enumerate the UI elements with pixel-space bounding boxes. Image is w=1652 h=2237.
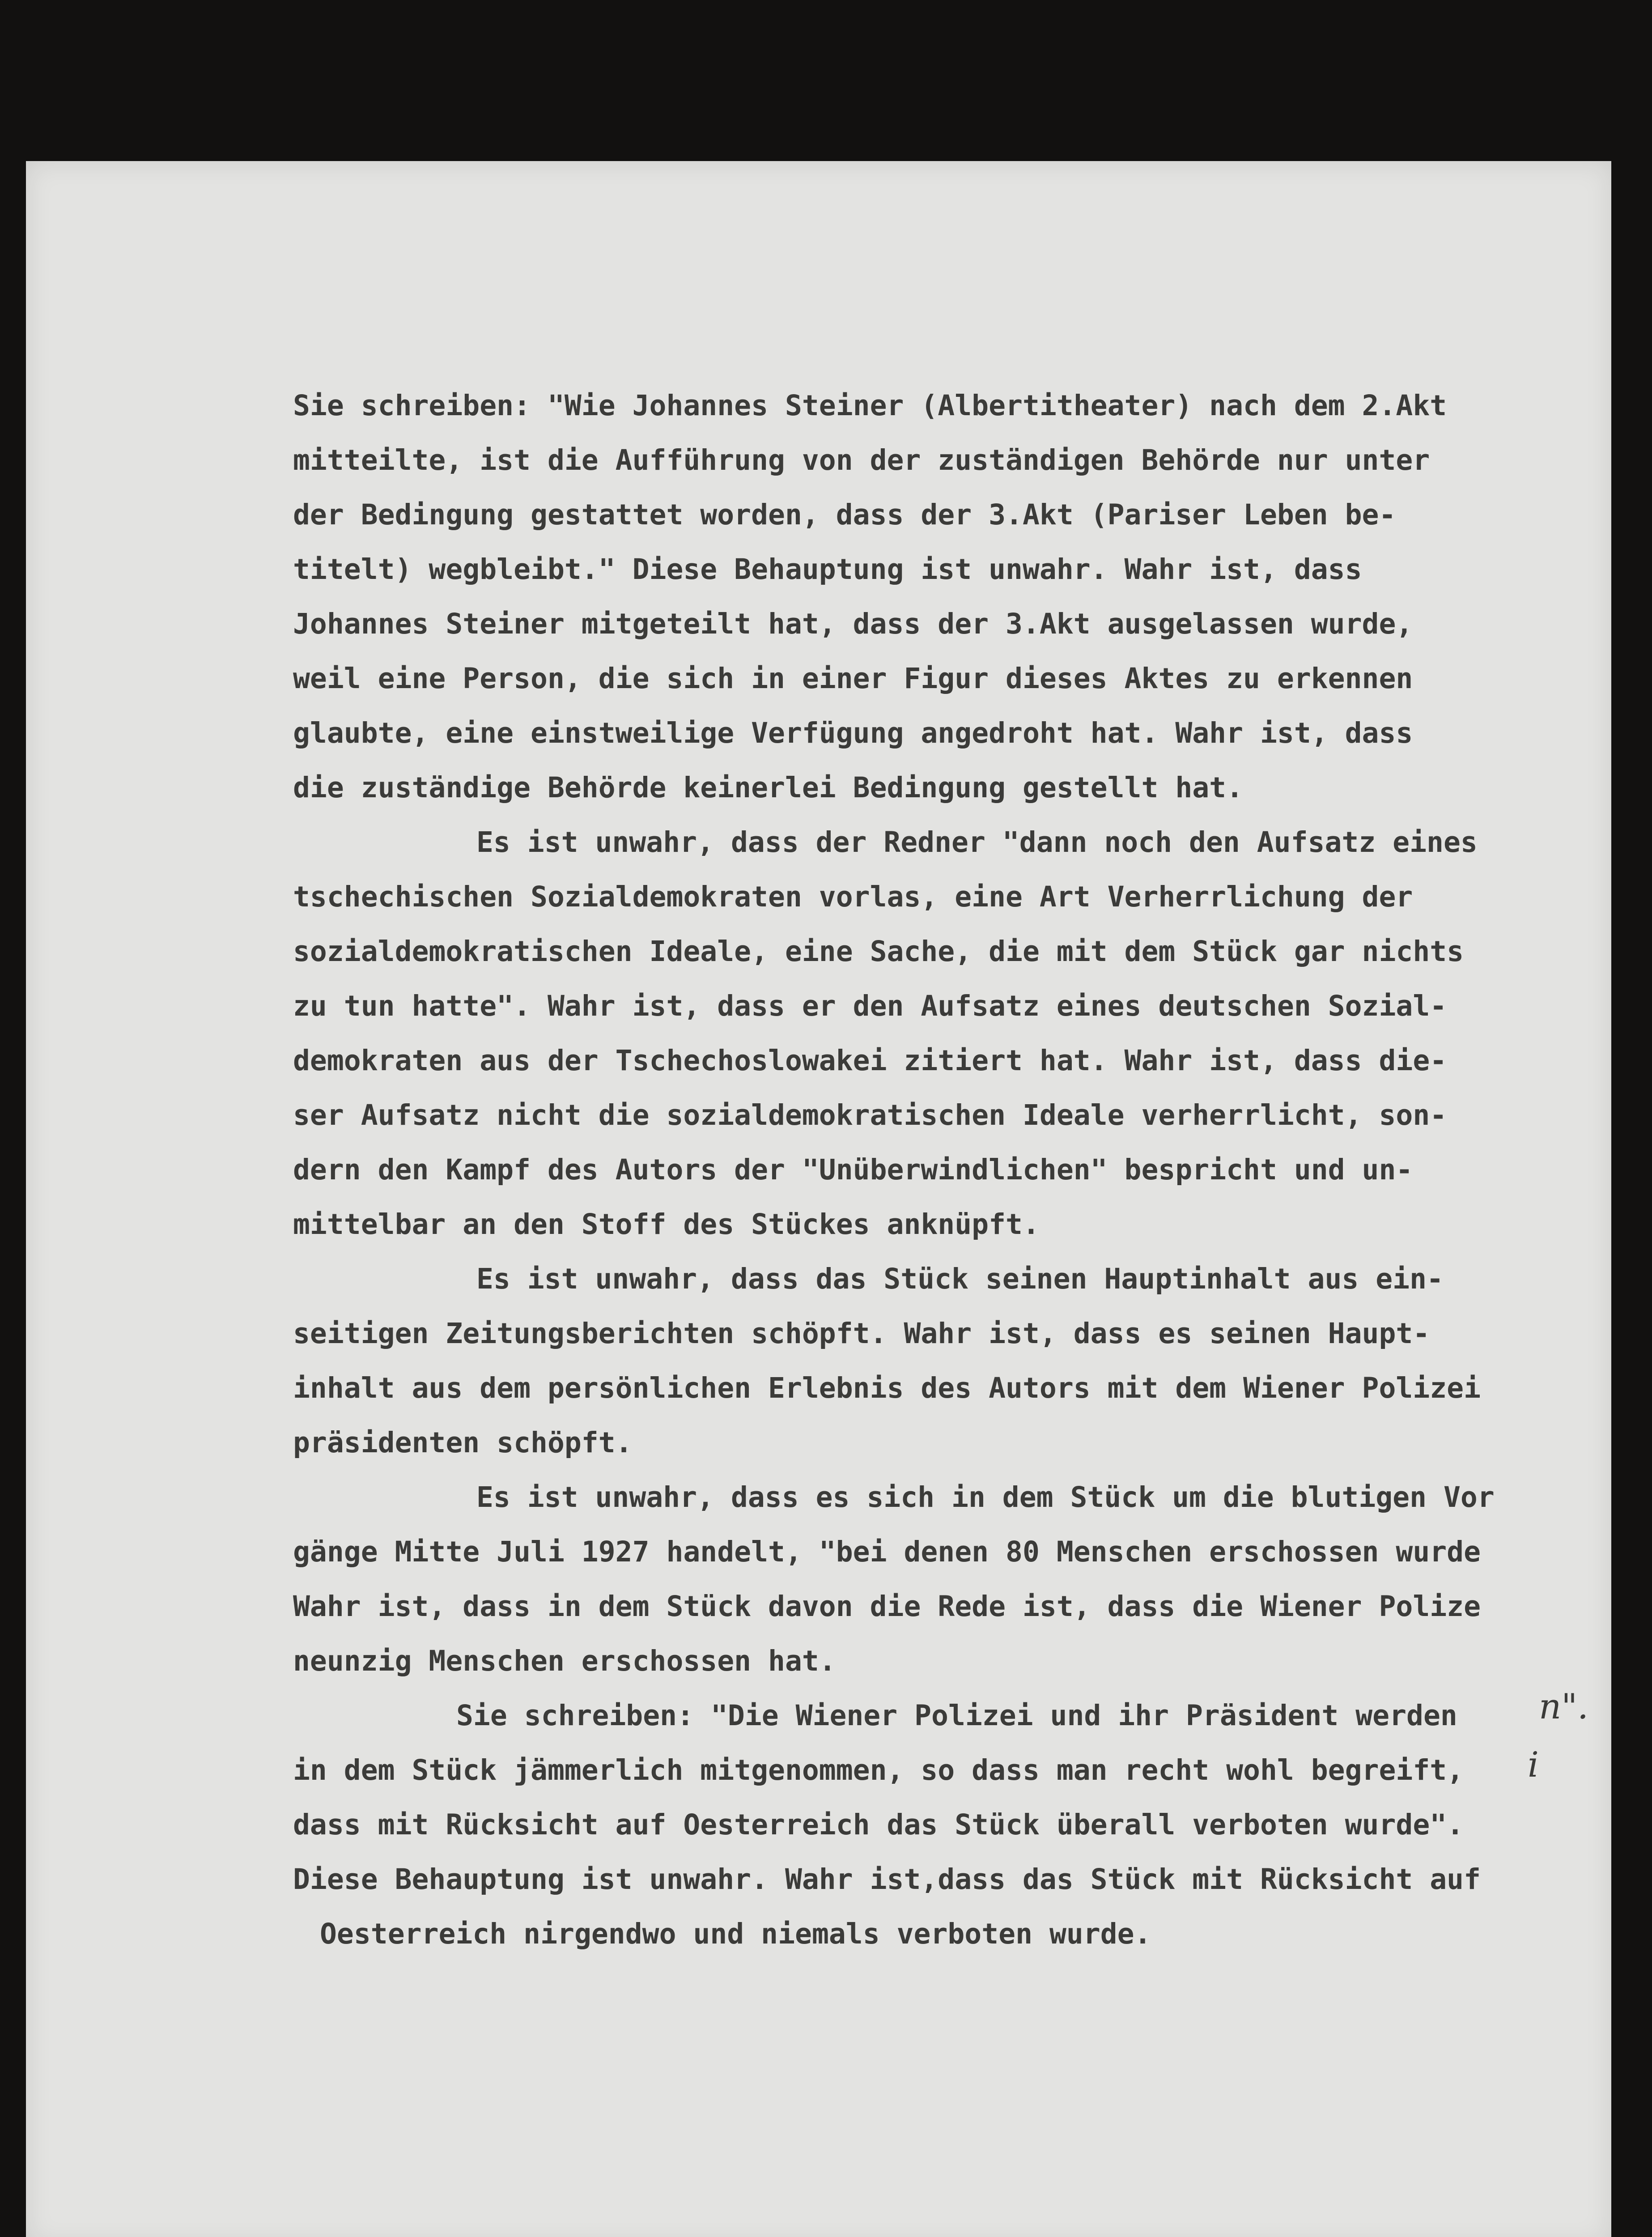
handwritten-correction: i (1528, 1745, 1539, 1785)
handwritten-correction: n". (1539, 1687, 1588, 1727)
